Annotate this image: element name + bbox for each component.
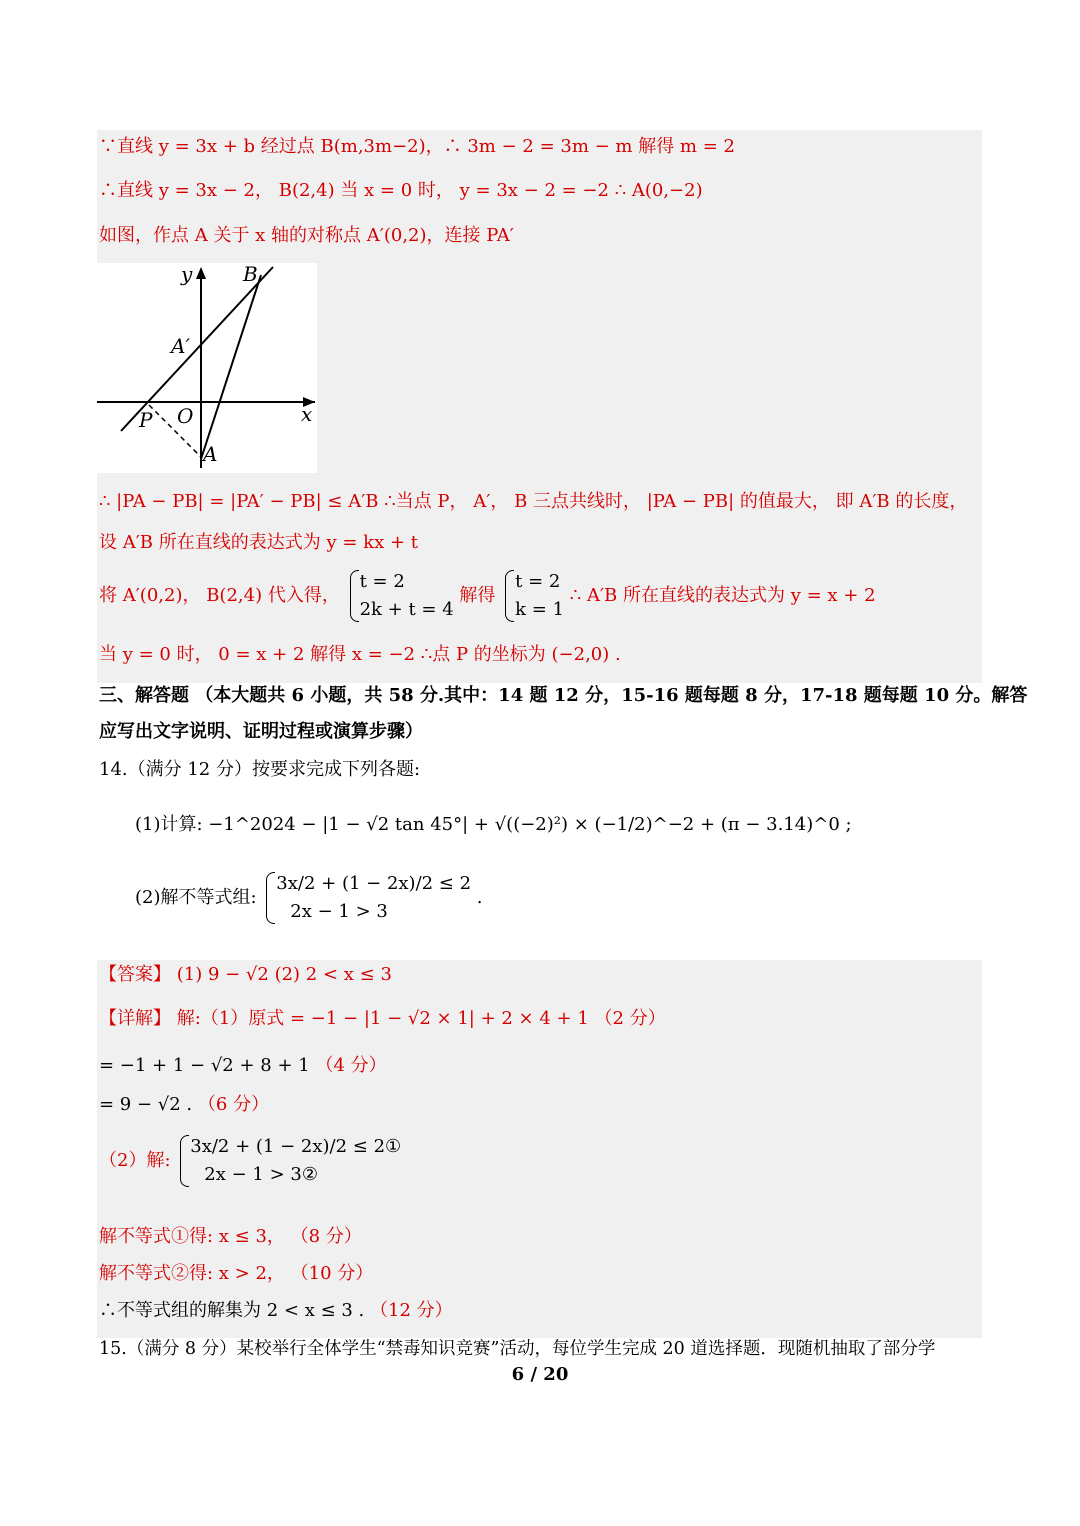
q14-title: 14.（满分 12 分）按要求完成下列各题: <box>99 759 421 780</box>
detail-line-1 <box>99 1007 666 1031</box>
solution-line-5: 设 A′B 所在直线的表达式为 y = kx + t <box>99 532 418 553</box>
system-1-row-1: t = 2 <box>359 571 405 592</box>
q14-part-1 <box>135 813 852 837</box>
detail-l5-score: （8 分） <box>290 1226 362 1247</box>
detail-line-6 <box>99 1262 373 1286</box>
q14-part-2-end: . <box>476 887 483 908</box>
coordinate-figure <box>97 263 317 473</box>
detail-l2: = −1 + 1 − √2 + 8 + 1 <box>99 1055 310 1076</box>
detail-l4-label: （2）解: <box>99 1150 171 1171</box>
q14-inequality-system <box>262 870 471 926</box>
figure-label-a-prime: A′ <box>171 334 190 358</box>
detail-l3: = 9 − √2 . <box>99 1094 193 1115</box>
detail-ineq-row-1: 3x/2 + (1 − 2x)/2 ≤ 2① <box>190 1136 402 1157</box>
figure-label-o: O <box>177 404 194 428</box>
detail-line-5 <box>99 1225 362 1249</box>
detail-tag: 【详解】 <box>99 1008 171 1029</box>
page-number: 6 / 20 <box>511 1364 569 1385</box>
detail-l1-score: （2 分） <box>594 1008 666 1029</box>
section-3-heading: 三、解答题 （本大题共 6 小题，共 58 分.其中：14 题 12 分，15-16 题每题 8 分，17-18 题每题 10 分。解答 <box>99 685 1028 706</box>
detail-l6: 解不等式②得: x > 2， <box>99 1263 285 1284</box>
solution-line-1: ∵直线 y = 3x + b 经过点 B(m,3m−2)，∴ 3m − 2 = 3m − m 解得 m = 2 <box>99 136 735 157</box>
solution-line-7: 当 y = 0 时， 0 = x + 2 解得 x = −2 ∴点 P 的坐标为 (−2,0) . <box>99 644 621 665</box>
section-3-heading-2: 应写出文字说明、证明过程或演算步骤） <box>99 721 423 742</box>
figure-label-x: x <box>301 402 313 426</box>
line6-post: ∴ A′B 所在直线的表达式为 y = x + 2 <box>569 585 876 606</box>
answer-text: (1) 9 − √2 (2) 2 < x ≤ 3 <box>176 964 392 985</box>
q14-part-1-expr: −1^2024 − |1 − √2 tan 45°| + √((−2)²) × (−1/2)^−2 + (π − 3.14)^0 ; <box>208 814 852 835</box>
answer-tag: 【答案】 <box>99 964 171 985</box>
solution-line-4: ∴ |PA − PB| = |PA′ − PB| ≤ A′B ∴当点 P， A′， B 三点共线时， |PA − PB| 的值最大， 即 A′B 的长度， <box>99 491 968 512</box>
detail-l2-score: （4 分） <box>315 1055 387 1076</box>
system-2-row-1: t = 2 <box>515 571 561 592</box>
system-2-row-2: k = 1 <box>515 599 565 620</box>
detail-l5: 解不等式①得: x ≤ 3， <box>99 1226 285 1247</box>
solution-line-3: 如图，作点 A 关于 x 轴的对称点 A′(0,2)，连接 PA′ <box>99 225 514 246</box>
detail-line-7 <box>99 1299 453 1323</box>
q14-ineq-row-1: 3x/2 + (1 − 2x)/2 ≤ 2 <box>276 873 472 894</box>
q14-part-1-label: (1)计算: <box>135 814 203 835</box>
detail-line-4 <box>99 1133 401 1189</box>
figure-label-a: A <box>203 442 218 466</box>
solution-line-2: ∴直线 y = 3x − 2， B(2,4) 当 x = 0 时， y = 3x − 2 = −2 ∴ A(0,−2) <box>99 180 703 201</box>
system-2 <box>501 568 564 624</box>
detail-l1: 解:（1）原式 = −1 − |1 − √2 × 1| + 2 × 4 + 1 <box>176 1008 589 1029</box>
detail-line-3 <box>99 1093 269 1117</box>
q15-line-1: 15.（满分 8 分）某校举行全体学生“禁毒知识竞赛”活动，每位学生完成 20 道选择题．现随机抽取了部分学 <box>99 1339 936 1359</box>
q14-ineq-row-2: 2x − 1 > 3 <box>290 901 388 922</box>
detail-inequality-system <box>176 1133 401 1189</box>
figure-label-y: y <box>181 263 193 286</box>
line6-mid: 解得 <box>459 585 496 606</box>
detail-line-2 <box>99 1054 387 1078</box>
solution-line-6 <box>99 568 876 624</box>
q14-part-2-label: (2)解不等式组: <box>135 887 257 908</box>
detail-l3-score: （6 分） <box>197 1094 270 1115</box>
system-1 <box>346 568 454 624</box>
system-1-row-2: 2k + t = 4 <box>359 599 454 620</box>
detail-l7-score: （12 分） <box>370 1300 453 1321</box>
detail-l6-score: （10 分） <box>290 1263 374 1284</box>
q14-part-2 <box>135 870 483 926</box>
figure-label-b: B <box>243 263 258 286</box>
detail-ineq-row-2: 2x − 1 > 3② <box>204 1164 318 1185</box>
figure-label-p: P <box>139 408 153 432</box>
answer-line <box>99 963 392 987</box>
detail-l7: ∴不等式组的解集为 2 < x ≤ 3 . <box>99 1300 365 1321</box>
line6-pre: 将 A′(0,2)， B(2,4) 代入得， <box>99 585 340 606</box>
